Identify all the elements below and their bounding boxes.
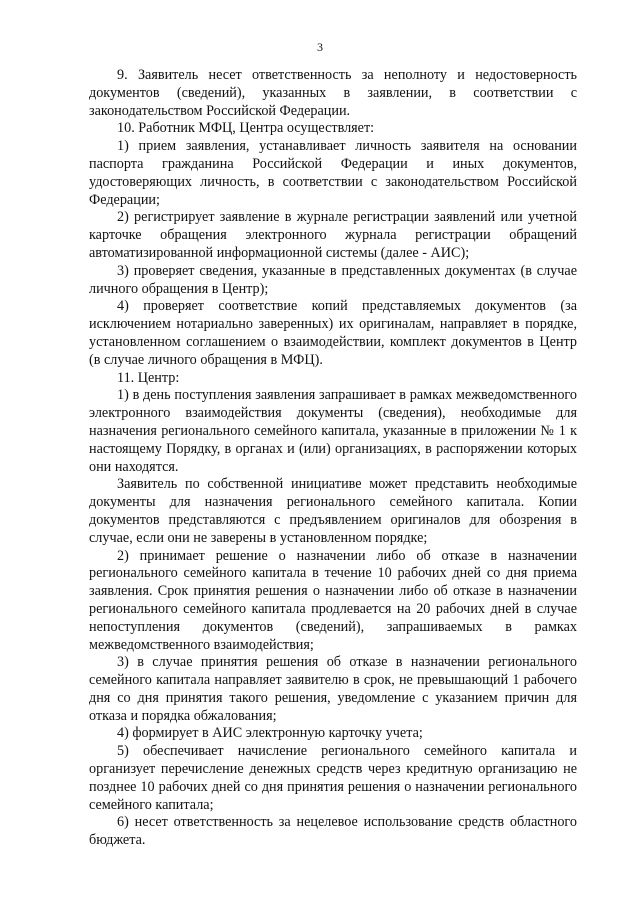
- paragraph-10-item-2: 2) регистрирует заявление в журнале регистрации заявлений или учетной карточке обращения электронного журнала регистрации обращений автоматизированной информационной системы (далее - АИС);: [89, 209, 577, 261]
- document-body: [89, 67, 577, 850]
- paragraph-10-item-4: 4) проверяет соответствие копий представляемых документов (за исключением нотариально заверенных) их оригиналам, направляет в порядке, установленном соглашением о взаимодействии, комплект документов в Центр (в случае личного обращения в МФЦ).: [89, 298, 577, 368]
- paragraph-11-item-2: 2) принимает решение о назначении либо об отказе в назначении регионального семейного капитала в течение 10 рабочих дней со дня приема заявления. Срок принятия решения о назначении либо об отказе в назначении регионального семейного капитала продлевается на 20 рабочих дней в случае непоступления документов (сведений), запрашиваемых в рамках межведомственного взаимодействия;: [89, 547, 577, 653]
- paragraph-9-applicant-responsibility: 9. Заявитель несет ответственность за неполноту и недостоверность документов (сведений), указанных в заявлении, в соответствии с законодательством Российской Федерации.: [89, 67, 577, 119]
- paragraph-11-item-4: 4) формирует в АИС электронную карточку учета;: [117, 725, 423, 742]
- paragraph-11-item-5: 5) обеспечивает начисление регионального семейного капитала и организует перечисление денежных средств через кредитную организацию не позднее 10 рабочих дней со дня принятия решения о назначении регионального семейного капитала;: [89, 743, 577, 813]
- paragraph-10-item-3: 3) проверяет сведения, указанные в представленных документах (в случае личного обращения в Центр);: [89, 262, 577, 297]
- paragraph-10-item-1: 1) прием заявления, устанавливает личность заявителя на основании паспорта гражданина Российской Федерации и иных документов, удостоверяющих личность, в соответствии с законодательством Российской Федерации;: [89, 138, 577, 208]
- paragraph-11-item-3: 3) в случае принятия решения об отказе в назначении регионального семейного капитала направляет заявителю в срок, не превышающий 1 рабочего дня со дня принятия такого решения, уведомление с указанием причин для отказа и порядка обжалования;: [89, 654, 577, 724]
- paragraph-11-applicant-initiative: Заявитель по собственной инициативе может представить необходимые документы для назначения регионального семейного капитала. Копии документов представляются с предъявлением оригиналов для обозрения в случае, если они не заверены в установленном порядке;: [89, 476, 577, 546]
- paragraph-11-item-6: 6) несет ответственность за нецелевое использование средств областного бюджета.: [89, 814, 577, 849]
- paragraph-11-item-1: 1) в день поступления заявления запрашивает в рамках межведомственного электронного взаимодействия документы (сведения), необходимые для назначения регионального семейного капитала, указанные в приложении № 1 к настоящему Порядку, в органах и (или) организациях, в распоряжении которых они находятся.: [89, 387, 577, 475]
- paragraph-10-heading: 10. Работник МФЦ, Центра осуществляет:: [117, 120, 375, 137]
- page-number: 3: [317, 40, 323, 54]
- paragraph-11-heading: 11. Центр:: [117, 369, 180, 386]
